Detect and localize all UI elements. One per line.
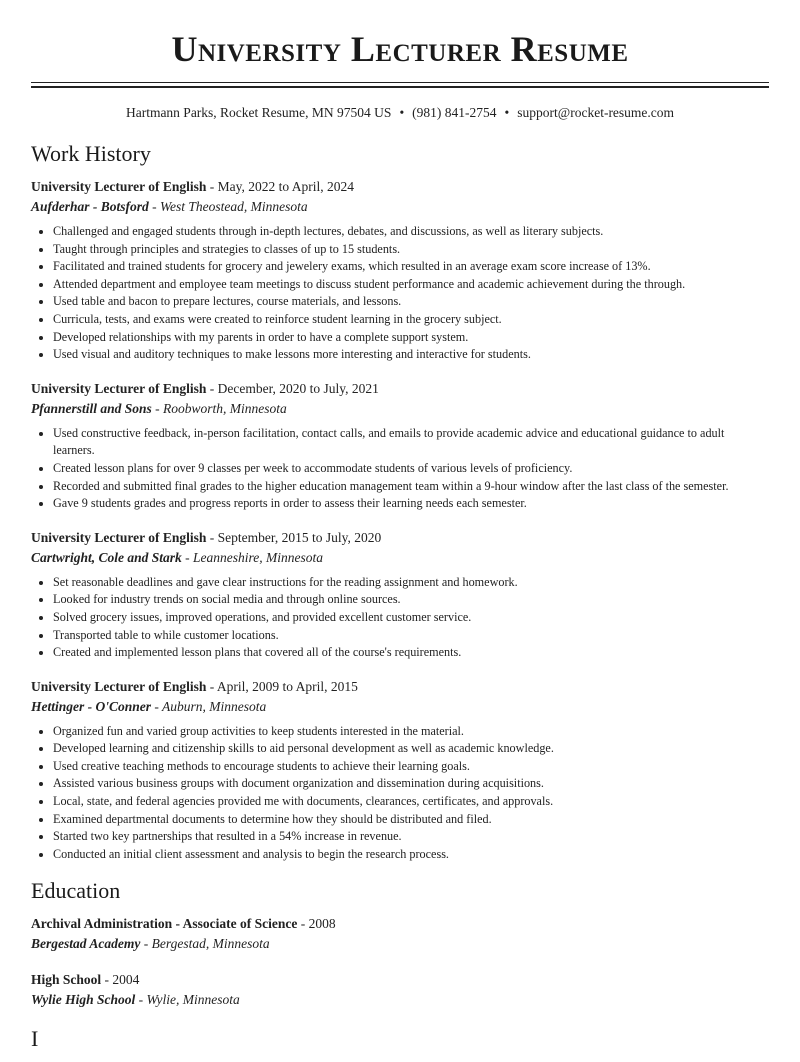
- job-bullet: • Transported table to while customer locations.: [53, 627, 769, 645]
- job-location: West Theostead, Minnesota: [160, 199, 308, 214]
- job-bullet: • Used constructive feedback, in-person facilitation, contact calls, and emails to provide academic advice and educational guidance to adult learners.: [53, 425, 769, 460]
- job-title: University Lecturer of English: [31, 179, 207, 194]
- job-bullet: • Curricula, tests, and exams were created to reinforce student learning in the grocery subject.: [53, 311, 769, 329]
- job-location: Auburn, Minnesota: [162, 698, 267, 714]
- job-company: Pfannerstill and Sons: [31, 400, 152, 416]
- education-school: Bergestad Academy: [31, 936, 141, 952]
- job-bullet: • Created and implemented lesson plans that covered all of the course's requirements.: [53, 644, 769, 662]
- job-entry: [31, 677, 769, 864]
- job-bullet: • Solved grocery issues, improved operations, and provided excellent customer service.: [53, 609, 769, 627]
- next-section-heading: I: [31, 1026, 39, 1052]
- job-bullets: [31, 425, 769, 513]
- job-bullet: • Set reasonable deadlines and gave clear instructions for the reading assignment and homework.: [53, 574, 769, 592]
- job-company: Aufderhar - Botsford: [31, 199, 149, 214]
- job-bullet: • Organized fun and varied group activities to keep students interested in the material.: [53, 723, 769, 741]
- education-school-line: Wylie High School - Wylie, Minnesota: [31, 992, 240, 1008]
- job-company-line: Hettinger - O'Conner - Auburn, Minnesota: [31, 698, 267, 714]
- job-dates: December, 2020 to July, 2021: [217, 380, 379, 396]
- job-company-line: Aufderhar - Botsford - West Theostead, Minnesota: [31, 199, 308, 214]
- job-location: Leanneshire, Minnesota: [193, 549, 324, 565]
- title-rule-thick: [31, 86, 769, 88]
- contact-line: [0, 105, 800, 121]
- job-location: Roobworth, Minnesota: [163, 400, 287, 416]
- education-entry: [31, 914, 769, 954]
- education-school-line: Bergestad Academy - Bergestad, Minnesota: [31, 936, 270, 952]
- job-bullet: • Taught through principles and strategies to classes of up to 15 students.: [53, 241, 769, 259]
- job-bullet: • Assisted various business groups with document organization and dissemination during acquisitions.: [53, 775, 769, 793]
- job-bullet: • Started two key partnerships that resulted in a 54% increase in revenue.: [53, 828, 769, 846]
- resume-title: University Lecturer Resume: [171, 29, 629, 69]
- education-location: Bergestad, Minnesota: [151, 936, 270, 952]
- job-dates: September, 2015 to July, 2020: [217, 529, 382, 545]
- work-history-heading: Work History: [31, 141, 151, 166]
- job-bullet: • Challenged and engaged students through in-depth lectures, debates, and discussions, as well as literary subjects.: [53, 223, 769, 241]
- job-entry: [31, 528, 769, 662]
- job-bullet: • Conducted an initial client assessment and analysis to begin the research process.: [53, 846, 769, 864]
- title-rule-thin: [31, 82, 769, 83]
- education-header: High School - 2004: [31, 972, 140, 988]
- contact-phone: (981) 841-2754: [412, 105, 497, 120]
- education-header: Archival Administration - Associate of Science - 2008: [31, 916, 336, 932]
- job-header: University Lecturer of English - April, 2009 to April, 2015: [31, 678, 358, 694]
- job-bullet: • Gave 9 students grades and progress reports in order to assess their learning needs each semester.: [53, 495, 769, 513]
- education-heading: Education: [31, 878, 121, 904]
- education-degree: Archival Administration - Associate of Science: [31, 916, 298, 932]
- job-bullet: • Developed relationships with my parents in order to have a complete support system.: [53, 329, 769, 347]
- job-bullet: • Used table and bacon to prepare lectures, course materials, and lessons.: [53, 293, 769, 311]
- job-dates: April, 2009 to April, 2015: [216, 678, 358, 694]
- job-title: University Lecturer of English: [31, 678, 207, 694]
- job-bullet: • Developed learning and citizenship skills to aid personal development as well as academic knowledge.: [53, 740, 769, 758]
- job-company: Hettinger - O'Conner: [31, 698, 152, 714]
- job-entry: [31, 379, 769, 513]
- job-bullet: • Used creative teaching methods to encourage students to achieve their learning goals.: [53, 758, 769, 776]
- job-company-line: Pfannerstill and Sons - Roobworth, Minnesota: [31, 400, 287, 416]
- contact-separator: •: [504, 105, 510, 120]
- job-title: University Lecturer of English: [31, 380, 207, 396]
- resume-content: [31, 141, 769, 1062]
- education-year: 2004: [112, 972, 140, 988]
- job-bullet: • Looked for industry trends on social media and through online sources.: [53, 591, 769, 609]
- education-year: 2008: [308, 916, 336, 932]
- contact-separator: •: [399, 105, 405, 120]
- job-bullet: • Created lesson plans for over 9 classes per week to accommodate students of various levels of proficiency.: [53, 460, 769, 478]
- contact-address: Hartmann Parks, Rocket Resume, MN 97504 US: [125, 105, 392, 120]
- job-bullet: • Local, state, and federal agencies provided me with documents, clearances, certificates, and approvals.: [53, 793, 769, 811]
- contact-email: support@rocket-resume.com: [517, 105, 675, 120]
- job-company: Cartwright, Cole and Stark: [31, 549, 182, 565]
- job-header: University Lecturer of English - September, 2015 to July, 2020: [31, 529, 382, 545]
- job-bullet: • Facilitated and trained students for grocery and jewelery exams, which resulted in an average exam score increase of 13%.: [53, 258, 769, 276]
- education-location: Wylie, Minnesota: [146, 992, 240, 1008]
- job-bullets: [31, 574, 769, 662]
- job-title: University Lecturer of English: [31, 529, 207, 545]
- job-bullet: • Recorded and submitted final grades to the higher education management team within a 9-hour window after the last class of the semester.: [53, 478, 769, 496]
- job-header: University Lecturer of English - May, 2022 to April, 2024: [31, 179, 354, 194]
- job-bullet: • Attended department and employee team meetings to discuss student performance and academic achievement during the through.: [53, 276, 769, 294]
- education-school: Wylie High School: [31, 992, 136, 1008]
- education-entry: [31, 970, 769, 1010]
- job-bullets: [31, 723, 769, 864]
- job-bullet: • Used visual and auditory techniques to make lessons more interesting and interactive for students.: [53, 346, 769, 364]
- job-bullet: • Examined departmental documents to determine how they should be distributed and filed.: [53, 811, 769, 829]
- job-company-line: Cartwright, Cole and Stark - Leanneshire, Minnesota: [31, 549, 324, 565]
- job-bullets: [31, 223, 769, 364]
- education-degree: High School: [31, 972, 102, 988]
- job-entry: [31, 177, 769, 364]
- job-dates: May, 2022 to April, 2024: [217, 179, 354, 194]
- job-header: University Lecturer of English - December, 2020 to July, 2021: [31, 380, 379, 396]
